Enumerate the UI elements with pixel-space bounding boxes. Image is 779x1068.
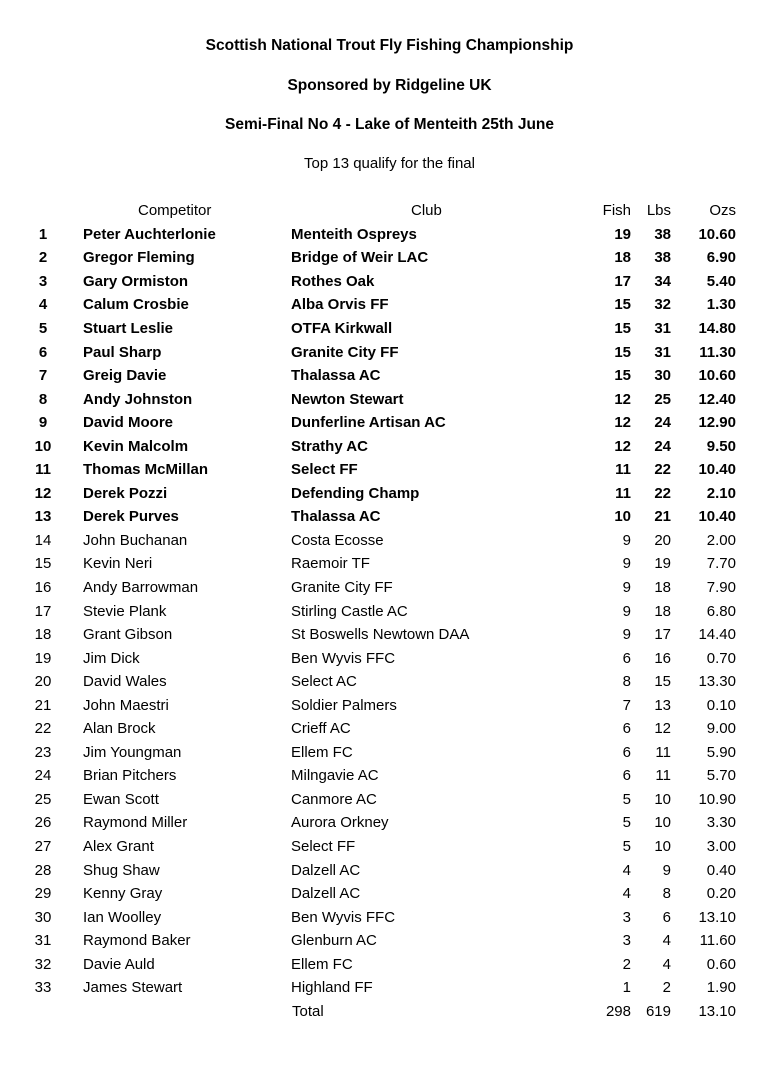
position-cell: 12 <box>34 484 52 502</box>
ozs-cell: 2.00 <box>706 531 736 549</box>
position-cell: 4 <box>38 296 48 314</box>
competitor-cell: Alex Grant <box>83 838 154 856</box>
fish-cell: 11 <box>615 484 631 502</box>
club-cell: Ben Wyvis FFC <box>291 649 396 667</box>
ozs-cell: 7.90 <box>706 579 736 597</box>
table-row <box>22 811 736 835</box>
lbs-cell: 30 <box>654 367 671 385</box>
club-cell: Highland FF <box>291 979 373 997</box>
club-cell: Ben Wyvis FFC <box>291 908 396 926</box>
lbs-cell: 22 <box>654 461 671 479</box>
ozs-cell: 13.10 <box>698 908 736 926</box>
position-cell: 32 <box>34 955 52 973</box>
lbs-cell: 8 <box>662 885 671 903</box>
fish-cell: 9 <box>622 602 631 620</box>
club-cell: Select AC <box>291 673 357 691</box>
club-cell: Newton Stewart <box>291 390 404 408</box>
position-cell: 11 <box>35 461 51 479</box>
ozs-cell: 0.20 <box>706 885 736 903</box>
fish-cell: 5 <box>622 790 631 808</box>
table-row <box>22 646 736 670</box>
table-row <box>22 929 736 953</box>
table-row <box>22 434 736 458</box>
fish-cell: 6 <box>622 720 631 738</box>
fish-cell: 8 <box>622 673 631 691</box>
total-row <box>22 1000 736 1024</box>
table-row <box>22 340 736 364</box>
total-lbs: 619 <box>645 1002 671 1020</box>
table-row <box>22 741 736 765</box>
lbs-cell: 18 <box>654 602 671 620</box>
ozs-cell: 10.60 <box>698 367 736 385</box>
lbs-cell: 10 <box>654 814 671 832</box>
fish-cell: 6 <box>622 767 631 785</box>
lbs-cell: 22 <box>654 484 671 502</box>
competitor-cell: Calum Crosbie <box>83 296 189 314</box>
fish-cell: 9 <box>622 555 631 573</box>
fish-cell: 15 <box>614 296 631 314</box>
results-body <box>22 223 736 1000</box>
fish-cell: 6 <box>622 743 631 761</box>
club-cell: OTFA Kirkwall <box>291 320 393 337</box>
fish-cell: 12 <box>614 390 631 408</box>
competitor-cell: Shug Shaw <box>83 861 160 879</box>
position-cell: 30 <box>34 908 52 926</box>
competitor-cell: Gregor Fleming <box>83 249 195 267</box>
competitor-cell: Thomas McMillan <box>83 461 209 479</box>
competitor-cell: Derek Purves <box>83 508 179 526</box>
table-row <box>22 317 736 341</box>
position-cell: 5 <box>38 320 48 337</box>
ozs-cell: 5.70 <box>706 767 736 785</box>
fish-cell: 1 <box>622 979 631 997</box>
results-table <box>22 199 736 1023</box>
table-row <box>22 764 736 788</box>
club-cell: Strathy AC <box>291 437 368 455</box>
table-row <box>22 623 736 647</box>
total-name-cell <box>82 1000 291 1024</box>
fish-cell: 12 <box>614 437 631 455</box>
ozs-cell: 9.00 <box>706 720 736 738</box>
ozs-cell: 6.90 <box>706 249 736 267</box>
position-cell: 22 <box>34 720 52 738</box>
competitor-cell: Paul Sharp <box>83 343 162 361</box>
competitor-cell: John Maestri <box>83 696 169 714</box>
fish-cell: 5 <box>622 838 631 856</box>
competitor-cell: Ewan Scott <box>83 790 159 808</box>
club-cell: Raemoir TF <box>291 555 370 573</box>
table-row <box>22 717 736 741</box>
ozs-cell: 5.90 <box>706 743 736 761</box>
position-cell: 31 <box>34 932 52 950</box>
ozs-cell: 3.00 <box>706 838 736 856</box>
position-header <box>22 199 82 223</box>
ozs-cell: 11.60 <box>699 932 736 950</box>
club-cell: Milngavie AC <box>291 767 379 785</box>
table-row <box>22 576 736 600</box>
ozs-cell: 7.70 <box>706 555 736 573</box>
fish-cell: 3 <box>622 908 631 926</box>
position-cell: 26 <box>34 814 52 832</box>
position-cell: 1 <box>38 225 48 243</box>
lbs-cell: 6 <box>662 908 671 926</box>
competitor-cell: Jim Youngman <box>83 743 182 761</box>
ozs-cell: 10.60 <box>698 225 736 243</box>
ozs-cell: 0.70 <box>706 649 736 667</box>
club-header: Club <box>411 202 442 220</box>
fish-cell: 2 <box>622 955 631 973</box>
lbs-cell: 20 <box>654 531 671 549</box>
club-cell: Crieff AC <box>291 720 351 738</box>
fish-cell: 19 <box>614 225 631 243</box>
page-title: Scottish National Trout Fly Fishing Championship <box>205 37 574 54</box>
competitor-cell: Andy Johnston <box>83 390 193 408</box>
club-cell: Dalzell AC <box>291 861 361 879</box>
competitor-cell: Brian Pitchers <box>83 767 177 785</box>
ozs-cell: 9.50 <box>706 437 736 455</box>
club-cell: Menteith Ospreys <box>291 225 417 243</box>
ozs-cell: 3.30 <box>706 814 736 832</box>
club-cell: Canmore AC <box>291 790 377 808</box>
lbs-cell: 25 <box>654 390 671 408</box>
table-row <box>22 387 736 411</box>
lbs-cell: 32 <box>654 296 671 314</box>
qualify-note: Top 13 qualify for the final <box>304 155 475 172</box>
competitor-cell: David Moore <box>83 414 174 432</box>
lbs-cell: 24 <box>654 414 671 432</box>
ozs-cell: 5.40 <box>706 272 736 290</box>
position-cell: 13 <box>34 508 52 526</box>
competitor-cell: Kevin Malcolm <box>83 437 189 455</box>
club-cell: Dalzell AC <box>291 885 361 903</box>
club-cell: Alba Orvis FF <box>291 296 389 314</box>
lbs-cell: 24 <box>654 437 671 455</box>
fish-cell: 15 <box>614 367 631 385</box>
club-cell: Select FF <box>291 461 358 479</box>
club-cell: Granite City FF <box>291 343 399 361</box>
fish-cell: 9 <box>622 626 631 644</box>
position-cell: 20 <box>34 673 52 691</box>
ozs-cell: 11.30 <box>699 343 736 361</box>
position-cell: 16 <box>34 579 52 597</box>
position-cell: 29 <box>34 885 52 903</box>
club-cell: Costa Ecosse <box>291 531 384 549</box>
event-line: Semi-Final No 4 - Lake of Menteith 25th June <box>225 116 554 133</box>
fish-cell: 9 <box>622 579 631 597</box>
lbs-cell: 4 <box>662 932 671 950</box>
club-cell: Bridge of Weir LAC <box>291 249 429 267</box>
ozs-cell: 0.10 <box>706 696 736 714</box>
fish-cell: 12 <box>614 414 631 432</box>
position-cell: 8 <box>38 390 48 408</box>
position-cell: 24 <box>34 767 52 785</box>
position-cell: 7 <box>38 367 48 385</box>
club-cell: Soldier Palmers <box>291 696 397 714</box>
position-cell: 15 <box>34 555 52 573</box>
lbs-cell: 15 <box>654 673 671 691</box>
competitor-cell: Greig Davie <box>83 367 167 385</box>
club-cell: St Boswells Newtown DAA <box>291 626 470 644</box>
club-cell: Ellem FC <box>291 955 353 973</box>
table-row <box>22 670 736 694</box>
lbs-cell: 2 <box>662 979 671 997</box>
competitor-cell: Raymond Baker <box>83 932 191 950</box>
lbs-cell: 4 <box>662 955 671 973</box>
club-cell: Ellem FC <box>291 743 353 761</box>
fish-cell: 9 <box>622 531 631 549</box>
club-cell: Stirling Castle AC <box>291 602 408 620</box>
table-row <box>22 364 736 388</box>
fish-cell: 10 <box>614 508 631 526</box>
fish-cell: 7 <box>622 696 631 714</box>
fish-cell: 18 <box>614 249 631 267</box>
competitor-cell: Stevie Plank <box>83 602 167 620</box>
table-row <box>22 693 736 717</box>
ozs-cell: 14.80 <box>698 320 736 337</box>
table-row <box>22 976 736 1000</box>
position-cell: 10 <box>34 437 52 455</box>
total-pos-cell <box>22 1000 82 1024</box>
club-cell: Dunferline Artisan AC <box>291 414 446 432</box>
lbs-cell: 11 <box>655 767 671 785</box>
lbs-cell: 10 <box>654 790 671 808</box>
competitor-header: Competitor <box>138 202 212 220</box>
position-cell: 28 <box>34 861 52 879</box>
ozs-cell: 10.40 <box>698 461 736 479</box>
position-cell: 21 <box>34 696 52 714</box>
fish-cell: 11 <box>615 461 631 479</box>
fish-cell: 15 <box>614 343 631 361</box>
competitor-cell: Peter Auchterlonie <box>83 225 216 243</box>
club-cell: Rothes Oak <box>291 272 375 290</box>
total-ozs: 13.10 <box>698 1002 736 1020</box>
ozs-cell: 10.90 <box>698 790 736 808</box>
position-cell: 19 <box>34 649 52 667</box>
competitor-cell: Davie Auld <box>83 955 155 973</box>
table-row <box>22 270 736 294</box>
ozs-cell: 12.90 <box>698 414 736 432</box>
position-cell: 14 <box>34 531 52 549</box>
table-row <box>22 552 736 576</box>
competitor-cell: Ian Woolley <box>83 908 162 926</box>
ozs-cell: 12.40 <box>698 390 736 408</box>
ozs-cell: 0.60 <box>706 955 736 973</box>
position-cell: 25 <box>34 790 52 808</box>
competitor-cell: Alan Brock <box>83 720 156 738</box>
lbs-cell: 31 <box>654 320 671 337</box>
competitor-cell: David Wales <box>83 673 167 691</box>
table-row <box>22 882 736 906</box>
ozs-cell: 2.10 <box>706 484 736 502</box>
competitor-cell: Gary Ormiston <box>83 272 189 290</box>
club-cell: Aurora Orkney <box>291 814 389 832</box>
position-cell: 23 <box>34 743 52 761</box>
club-cell: Thalassa AC <box>291 367 381 385</box>
position-cell: 2 <box>38 249 48 267</box>
club-cell: Select FF <box>291 838 356 856</box>
ozs-cell: 10.40 <box>698 508 736 526</box>
position-cell: 9 <box>38 414 48 432</box>
table-row <box>22 411 736 435</box>
lbs-header: Lbs <box>646 202 671 220</box>
fish-cell: 15 <box>614 320 631 337</box>
table-row <box>22 246 736 270</box>
club-cell: Defending Champ <box>291 484 420 502</box>
table-row <box>22 953 736 977</box>
header-row <box>22 199 736 223</box>
table-row <box>22 223 736 247</box>
fish-cell: 3 <box>622 932 631 950</box>
position-cell: 33 <box>34 979 52 997</box>
competitor-cell: Jim Dick <box>83 649 140 667</box>
lbs-cell: 21 <box>654 508 671 526</box>
fish-cell: 4 <box>622 861 631 879</box>
competitor-cell: Kenny Gray <box>83 885 163 903</box>
competitor-cell: Stuart Leslie <box>83 320 174 337</box>
position-cell: 27 <box>34 838 52 856</box>
ozs-cell: 14.40 <box>698 626 736 644</box>
lbs-cell: 9 <box>662 861 671 879</box>
lbs-cell: 31 <box>654 343 671 361</box>
competitor-cell: James Stewart <box>83 979 183 997</box>
fish-header: Fish <box>602 202 631 220</box>
lbs-cell: 19 <box>654 555 671 573</box>
competitor-cell: Derek Pozzi <box>83 484 168 502</box>
lbs-cell: 38 <box>654 225 671 243</box>
ozs-cell: 6.80 <box>706 602 736 620</box>
table-row <box>22 293 736 317</box>
competitor-cell: Kevin Neri <box>83 555 153 573</box>
table-row <box>22 858 736 882</box>
competitor-cell: John Buchanan <box>83 531 188 549</box>
table-row <box>22 458 736 482</box>
lbs-cell: 12 <box>654 720 671 738</box>
lbs-cell: 13 <box>654 696 671 714</box>
table-row <box>22 482 736 506</box>
fish-cell: 6 <box>622 649 631 667</box>
ozs-cell: 13.30 <box>698 673 736 691</box>
table-row <box>22 529 736 553</box>
fish-cell: 17 <box>614 272 631 290</box>
club-cell: Glenburn AC <box>291 932 377 950</box>
ozs-cell: 0.40 <box>706 861 736 879</box>
lbs-cell: 10 <box>654 838 671 856</box>
position-cell: 18 <box>34 626 52 644</box>
club-cell: Thalassa AC <box>291 508 381 526</box>
position-cell: 6 <box>38 343 48 361</box>
ozs-cell: 1.30 <box>706 296 736 314</box>
lbs-cell: 11 <box>655 743 671 761</box>
lbs-cell: 17 <box>654 626 671 644</box>
lbs-cell: 34 <box>654 272 671 290</box>
table-row <box>22 788 736 812</box>
competitor-cell: Andy Barrowman <box>83 579 199 597</box>
table-row <box>22 505 736 529</box>
ozs-cell: 1.90 <box>706 979 736 997</box>
fish-cell: 5 <box>622 814 631 832</box>
ozs-header: Ozs <box>709 202 736 220</box>
position-cell: 17 <box>34 602 52 620</box>
competitor-cell: Raymond Miller <box>83 814 188 832</box>
lbs-cell: 18 <box>654 579 671 597</box>
sponsor-line: Sponsored by Ridgeline UK <box>287 77 492 94</box>
total-fish: 298 <box>605 1002 631 1020</box>
table-row <box>22 599 736 623</box>
fish-cell: 4 <box>622 885 631 903</box>
total-label: Total <box>292 1002 324 1020</box>
lbs-cell: 38 <box>654 249 671 267</box>
competitor-cell: Grant Gibson <box>83 626 173 644</box>
club-cell: Granite City FF <box>291 579 393 597</box>
position-cell: 3 <box>38 272 48 290</box>
table-row <box>22 905 736 929</box>
lbs-cell: 16 <box>654 649 671 667</box>
table-row <box>22 835 736 859</box>
